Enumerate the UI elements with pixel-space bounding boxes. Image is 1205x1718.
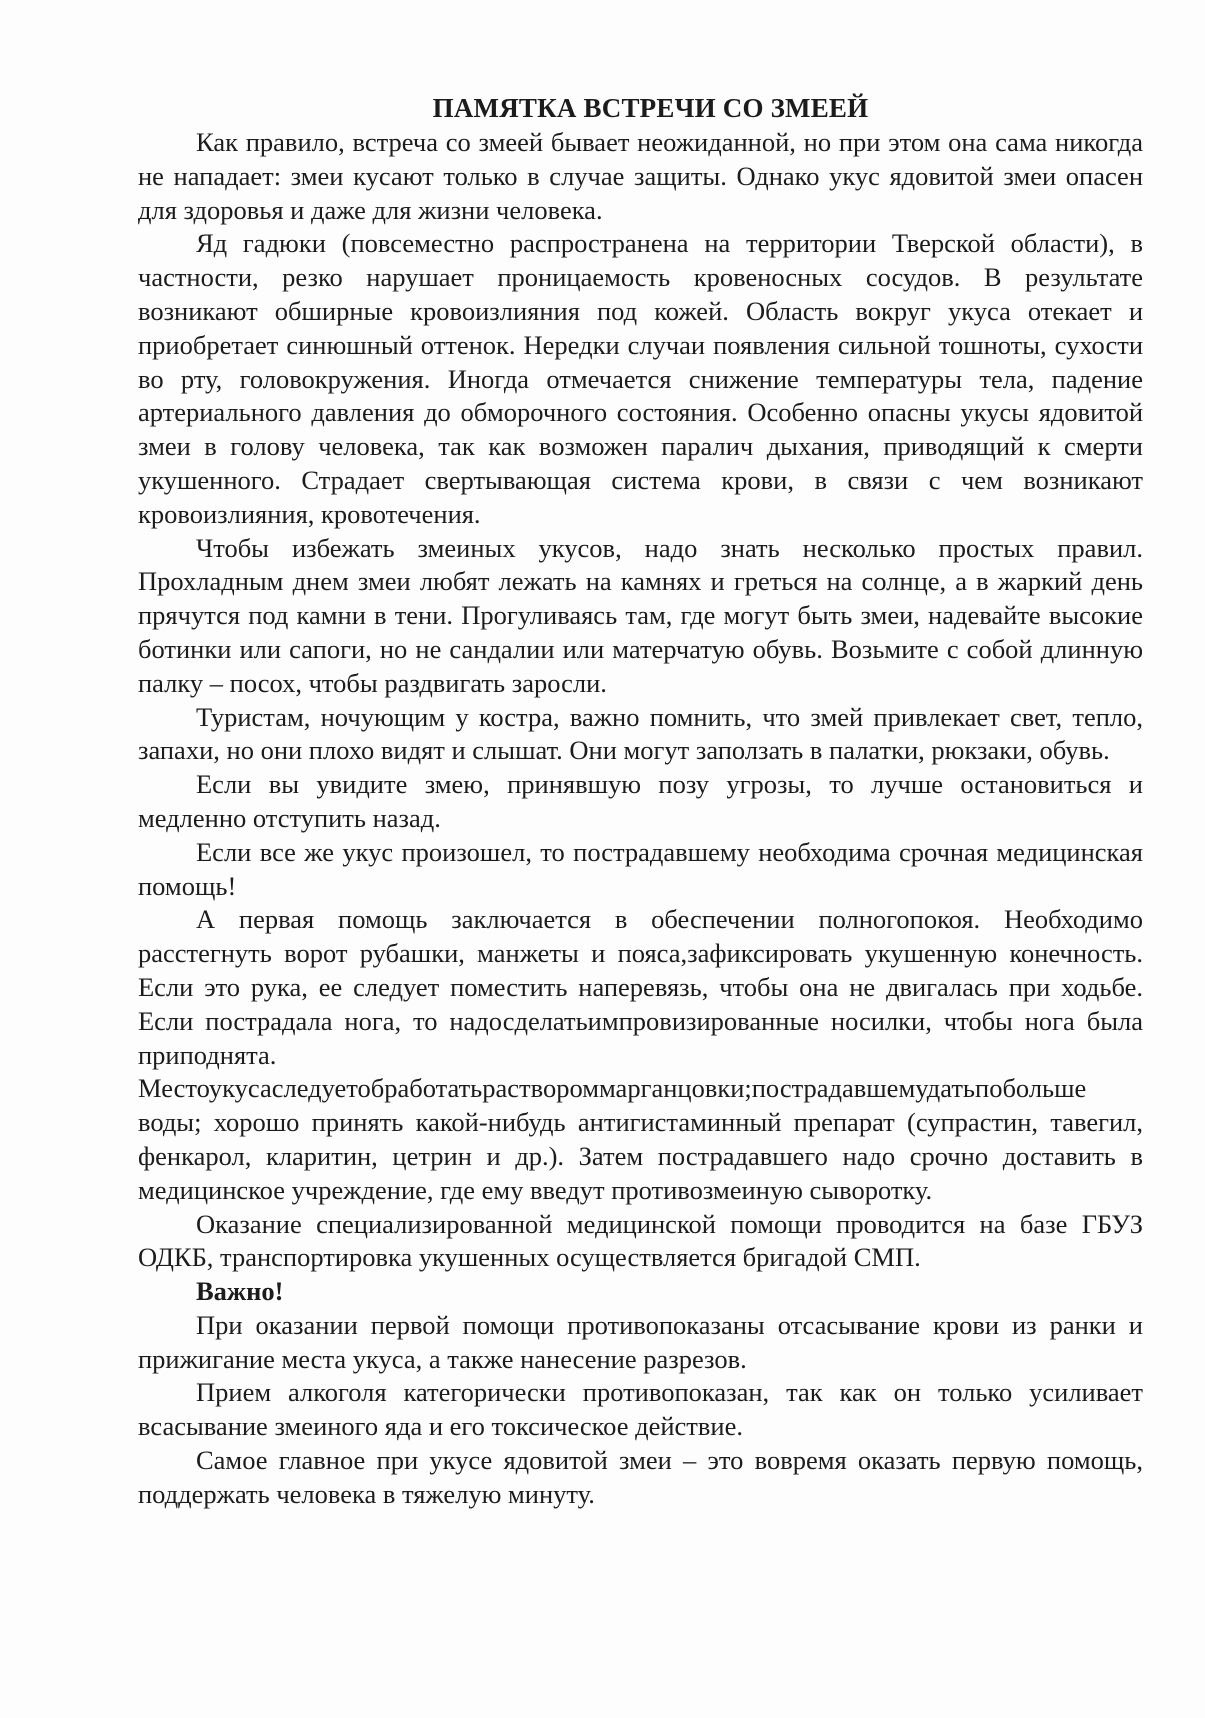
paragraph-specialized-care: Оказание специализированной медицинской помощи проводится на базе ГБУЗ ОДКБ, транспортировка укушенных осуществляется бригадой СМП. [138, 1208, 1143, 1273]
document-body [138, 90, 1143, 1512]
document-title: ПАМЯТКА ВСТРЕЧИ СО ЗМЕЕЙ [432, 93, 869, 123]
paragraph-prevention: Чтобы избежать змеиных укусов, надо знать несколько простых правил. Прохладным днем змеи любят лежать на камнях и греться на солнце, а в жаркий день прячутся под камни в тени. Прогуливаясь там, где могут быть змеи, надевайте высокие ботинки или сапоги, но не сандалии или матерчатую обувь. Возьмите с собой длинную палку – посох, чтобы раздвигать заросли. [138, 532, 1143, 698]
paragraph-contraindications: При оказании первой помощи противопоказаны отсасывание крови из ранки и прижигание места укуса, а также нанесение разрезов. [138, 1309, 1143, 1374]
paragraph-threat-pose: Если вы увидите змею, принявшую позу угрозы, то лучше остановиться и медленно отступить назад. [138, 769, 1143, 833]
paragraph-venom-effects: Яд гадюки (повсеместно распространена на территории Тверской области), в частности, резко нарушает проницаемость кровеносных сосудов. В результате возникают обширные кровоизлияния под кожей. Область вокруг укуса отекает и приобретает синюшный оттенок. Нередки случаи появления сильной тошноты, сухости во рту, головокружения. Иногда отмечается снижение температуры тела, падение артериального давления до обморочного состояния. Особенно опасны укусы ядовитой змеи в голову человека, так как возможен паралич дыхания, приводящий к смерти укушенного. Страдает свертывающая система крови, в связи с чем возникают кровоизлияния, кровотечения. [138, 228, 1143, 529]
paragraph-first-aid: А первая помощь заключается в обеспечении полногопокоя. Необходимо расстегнуть ворот рубашки, манжеты и пояса,зафиксировать укушенную конечность. Если это рука, ее следует поместить наперевязь, чтобы она не двигалась при ходьбе. Если пострадала нога, то надосделатьимпровизированные носилки, чтобы нога была приподнята. Местоукусаследуетобработатьраствороммарганцовки;пострадавшемудатьпобольше воды; хорошо принять какой-нибудь антигистаминный препарат (супрастин, тавегил, фенкарол, кларитин, цетрин и др.). Затем пострадавшего надо срочно доставить в медицинское учреждение, где ему введут противозмеиную сыворотку. [138, 904, 1143, 1205]
paragraph-main-point: Самое главное при укусе ядовитой змеи – это вовремя оказать первую помощь, поддержать человека в тяжелую минуту. [138, 1445, 1143, 1509]
paragraph-bite-occurred: Если все же укус произошел, то пострадавшему необходима срочная медицинская помощь! [138, 836, 1143, 901]
paragraph-tourists: Туристам, ночующим у костра, важно помнить, что змей привлекает свет, тепло, запахи, но они плохо видят и слышат. Они могут заползать в палатки, рюкзаки, обувь. [138, 701, 1143, 766]
important-heading: Важно! [196, 1276, 284, 1307]
paragraph-alcohol: Прием алкоголя категорически противопоказан, так как он только усиливает всасывание змеиного яда и его токсическое действие. [138, 1377, 1143, 1442]
paragraph-intro: Как правило, встреча со змеей бывает неожиданной, но при этом она сама никогда не нападает: змеи кусают только в случае защиты. Однако укус ядовитой змеи опасен для здоровья и даже для жизни человека. [138, 127, 1143, 225]
